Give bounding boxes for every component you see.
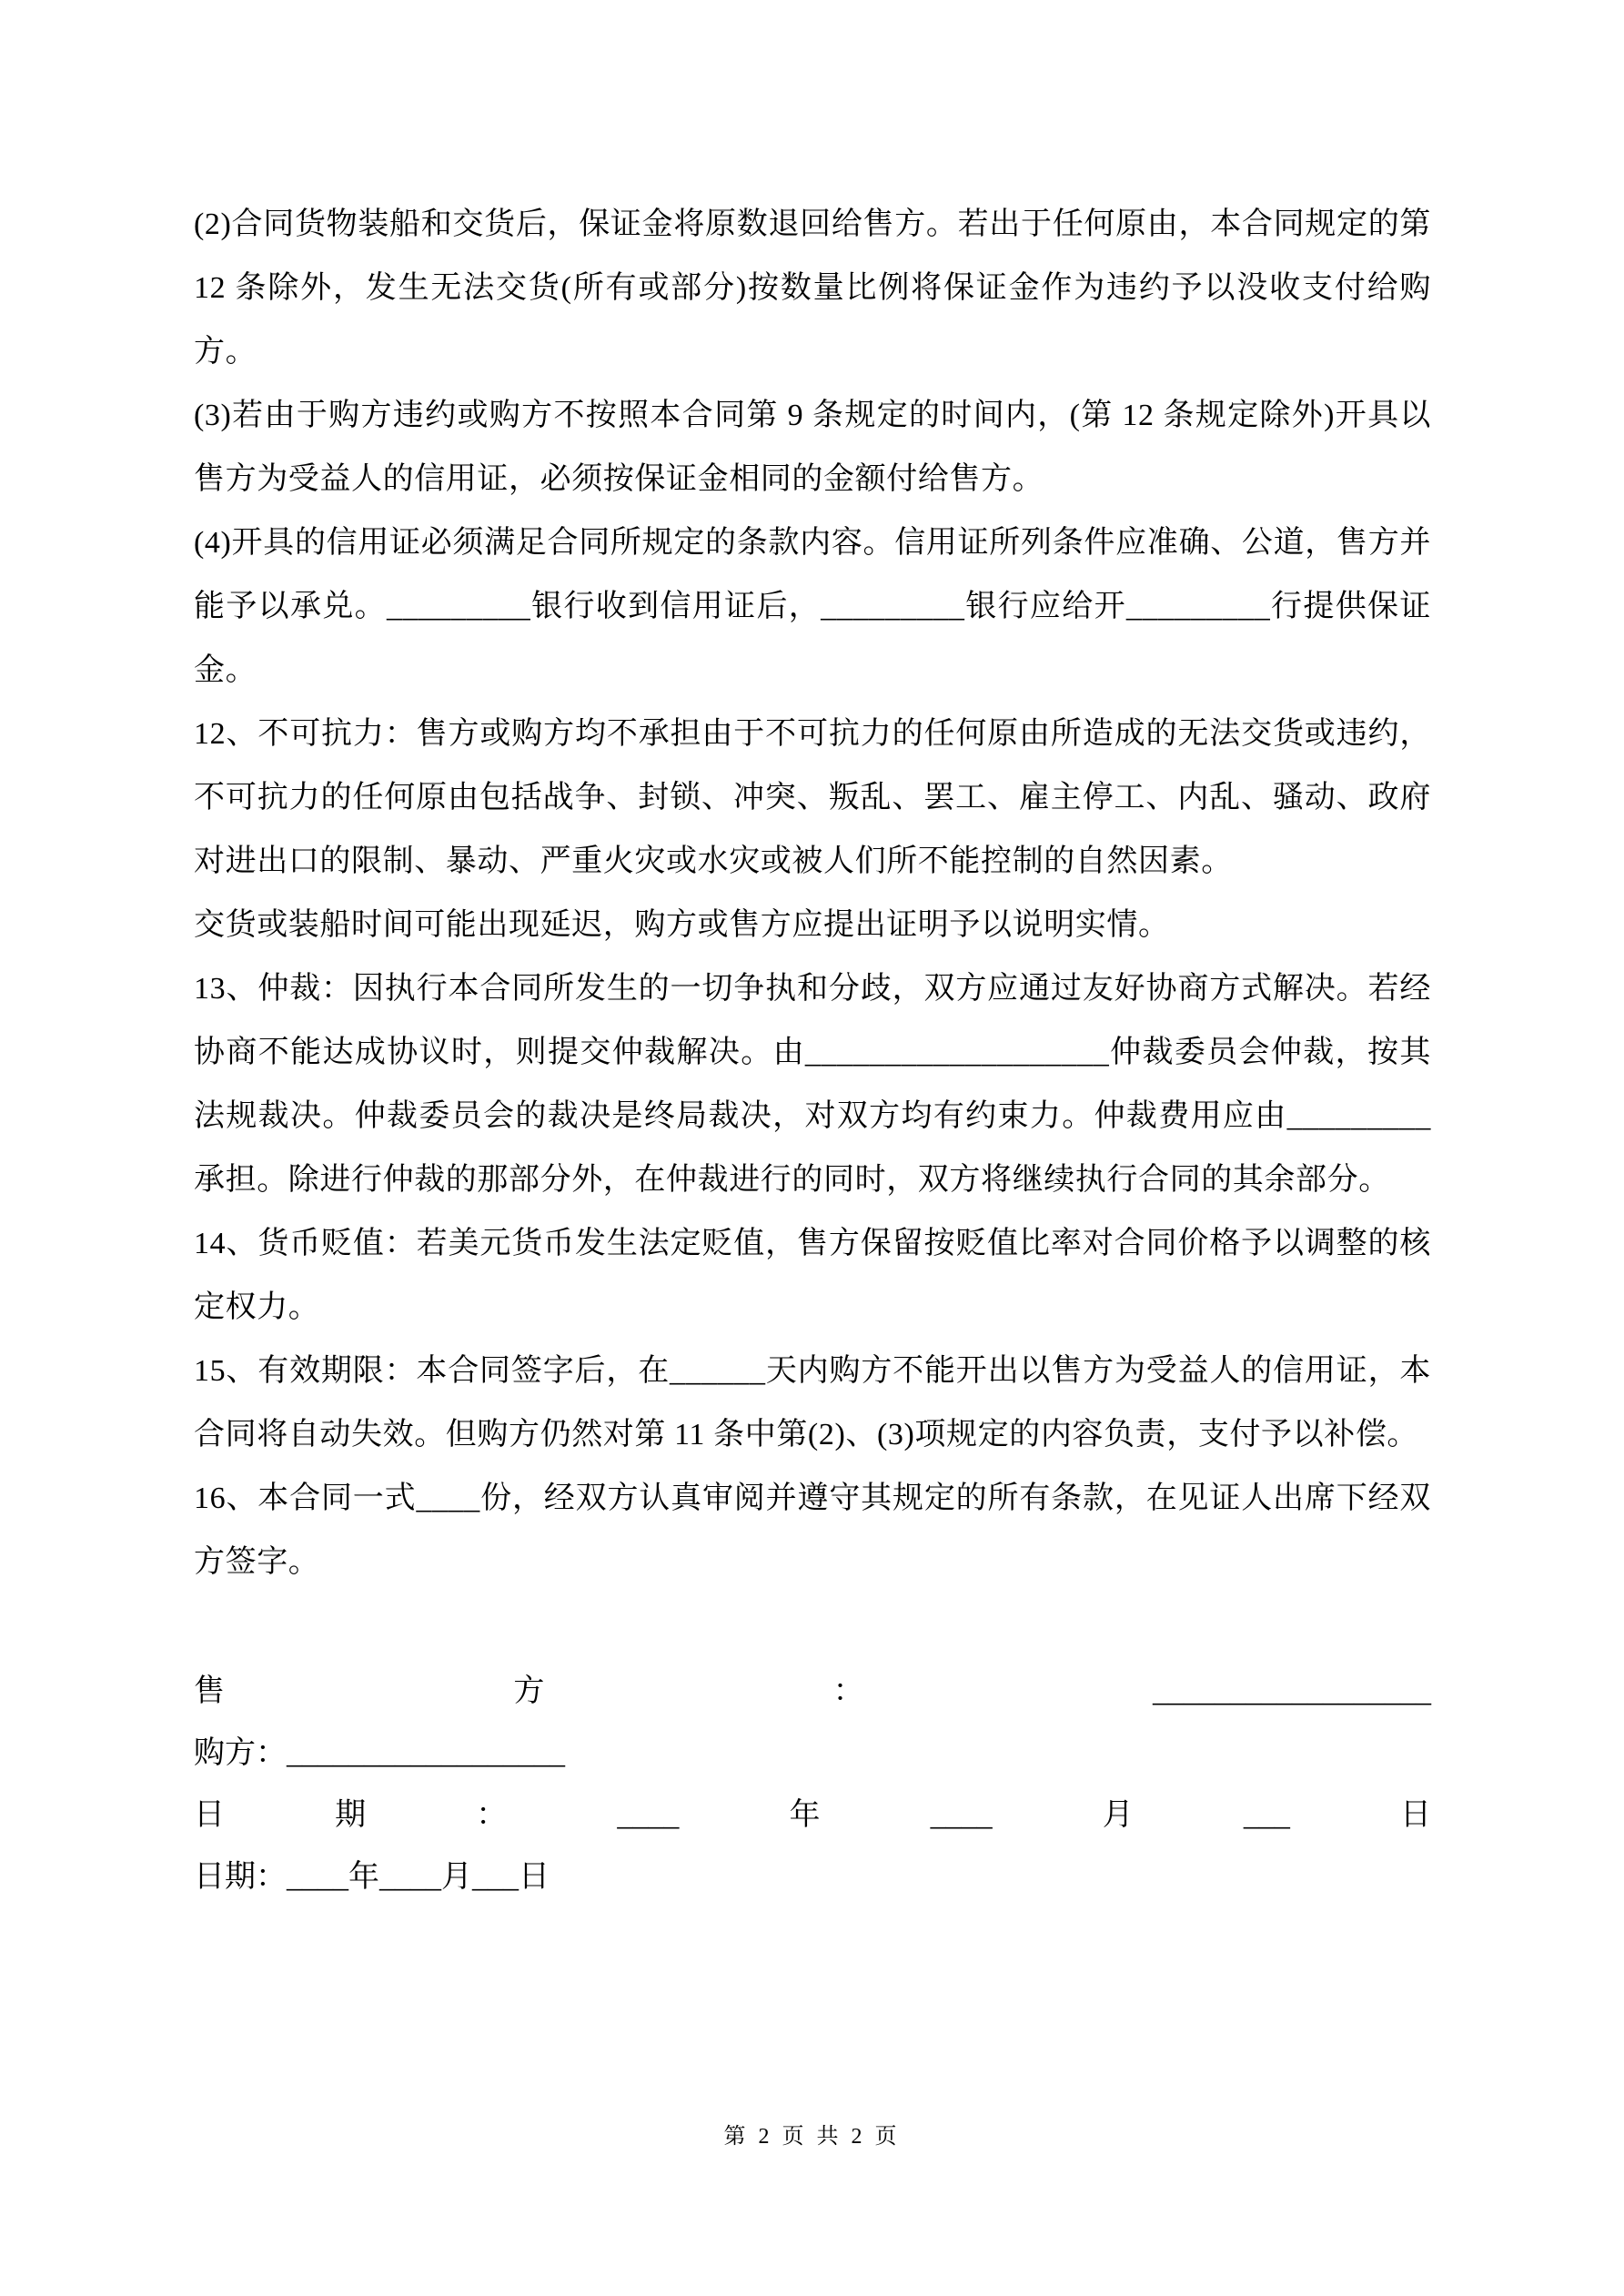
seller-label-colon: ： bbox=[832, 1674, 864, 1708]
buyer-label: 购方： bbox=[194, 1736, 287, 1770]
seller-signature-line bbox=[194, 1661, 1431, 1723]
clause-12-delay-note: 交货或装船时间可能出现延迟，购方或售方应提出证明予以说明实情。 bbox=[194, 908, 1170, 942]
year-label: 年 bbox=[789, 1798, 821, 1832]
year-blank[interactable]: ____ bbox=[617, 1798, 680, 1832]
month-label: 月 bbox=[1102, 1798, 1134, 1832]
clause-14-currency-devaluation: 14、货币贬值：若美元货币发生法定贬值，售方保留按贬值比率对合同价格予以调整的核定权力。 bbox=[194, 1227, 1431, 1324]
clause-11-2: (2)合同货物装船和交货后，保证金将原数退回给售方。若出于任何原由，本合同规定的第 12 条除外，发生无法交货(所有或部分)按数量比例将保证金作为违约予以没收支付给购方。 bbox=[194, 207, 1431, 369]
day-label: 日 bbox=[1400, 1798, 1431, 1832]
seller-label-char-1: 售 bbox=[194, 1674, 225, 1708]
buyer-signature-line bbox=[194, 1723, 1431, 1785]
clause-12-force-majeure: 12、不可抗力：售方或购方均不承担由于不可抗力的任何原由所造成的无法交货或违约，不可抗力的任何原由包括战争、封锁、冲突、叛乱、罢工、雇主停工、内乱、骚动、政府对进出口的限制、暴动、严重火灾或水灾或被人们所不能控制的自然因素。 bbox=[194, 717, 1431, 878]
seller-signature-blank[interactable]: __________________ bbox=[1152, 1674, 1431, 1708]
date-label-colon: ： bbox=[476, 1798, 508, 1832]
clause-15-validity-period: 15、有效期限：本合同签字后，在______天内购方不能开出以售方为受益人的信用证，本合同将自动失效。但购方仍然对第 11 条中第(2)、(3)项规定的内容负责，支付予以补偿。 bbox=[194, 1354, 1432, 1451]
date-label-char-2: 期 bbox=[335, 1798, 367, 1832]
date-label-char-1: 日 bbox=[194, 1798, 225, 1832]
clause-11-3: (3)若由于购方违约或购方不按照本合同第 9 条规定的时间内，(第 12 条规定除外)开具以售方为受益人的信用证，必须按保证金相同的金额付给售方。 bbox=[194, 399, 1431, 496]
clause-16-copies-signing: 16、本合同一式____份，经双方认真审阅并遵守其规定的所有条款，在见证人出席下经双方签字。 bbox=[194, 1482, 1431, 1579]
signature-block bbox=[194, 1661, 1431, 1908]
contract-page bbox=[194, 193, 1431, 1908]
day-blank[interactable]: ___ bbox=[1243, 1798, 1290, 1832]
month-blank[interactable]: ____ bbox=[930, 1798, 993, 1832]
clause-11-4: (4)开具的信用证必须满足合同所规定的条款内容。信用证所列条件应准确、公道，售方并能予以承兑。_________银行收到信用证后，_________银行应给开_________行提供保证金。 bbox=[194, 526, 1431, 687]
seller-date-line bbox=[194, 1785, 1431, 1846]
clause-13-arbitration: 13、仲裁：因执行本合同所发生的一切争执和分歧，双方应通过友好协商方式解决。若经协商不能达成协议时，则提交仲裁解决。由___________________仲裁委员会仲裁，按其法规裁决。仲裁委员会的裁决是终局裁决，对双方均有约束力。仲裁费用应由_________承担。除进行仲裁的那部分外，在仲裁进行的同时，双方将继续执行合同的其余部分。 bbox=[194, 972, 1431, 1197]
seller-label-char-2: 方 bbox=[513, 1674, 545, 1708]
spacer bbox=[194, 1594, 1431, 1658]
buyer-date-line: 日期：____年____月___日 bbox=[194, 1860, 550, 1894]
buyer-signature-blank[interactable]: __________________ bbox=[287, 1736, 565, 1770]
page-number-footer: 第 2 页 共 2 页 bbox=[723, 2125, 901, 2149]
